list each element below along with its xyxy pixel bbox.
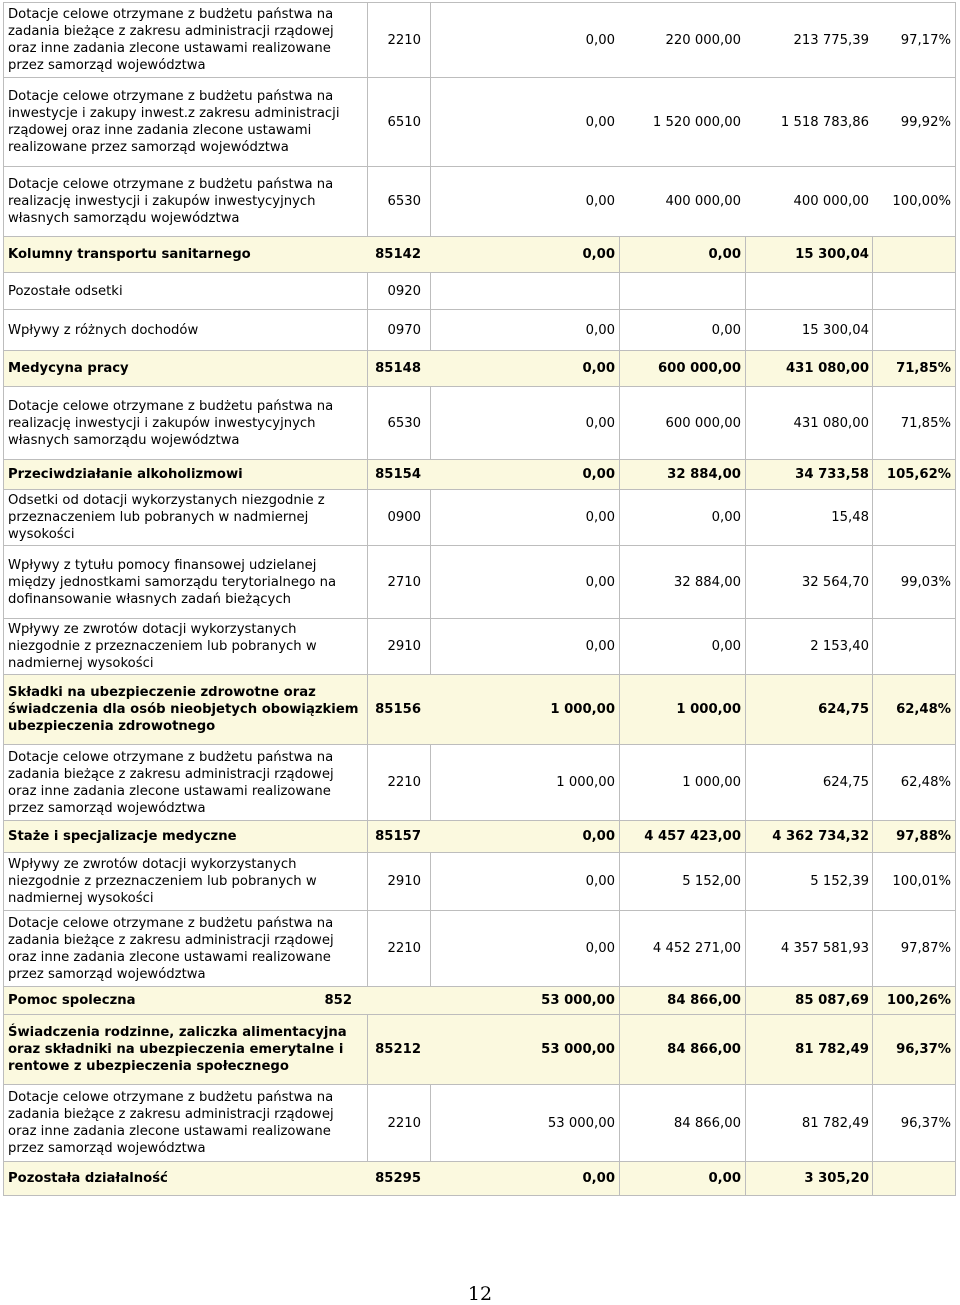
row-plan-initial: 0,00 [585, 874, 615, 889]
grid-line-code [430, 745, 431, 821]
row-execution: 32 564,70 [801, 574, 869, 590]
row-execution: 213 775,39 [793, 32, 869, 48]
row-execution: 15 300,04 [795, 247, 869, 262]
row-plan-after-changes: 0,00 [708, 1171, 741, 1186]
row-plan-after-changes: 4 457 423,00 [644, 829, 741, 844]
table-row [3, 310, 956, 351]
table-row-section [3, 237, 956, 273]
row-percent [872, 490, 956, 545]
row-description: Dotacje celowe otrzymane z budżetu państwa na zadania bieżące z zakresu administracji rządowej oraz inne zadania zlecone ustawami realizowane przez samorząd województwa [8, 749, 334, 816]
row-plan-initial: 0,00 [585, 194, 615, 209]
row-description: Pozostała działalność [8, 1171, 168, 1186]
row-percent: 99,03% [900, 574, 951, 590]
row-execution: 15,48 [831, 510, 869, 525]
page-number: 12 [467, 1283, 493, 1305]
row-plan-initial: 53 000,00 [541, 1042, 615, 1057]
row-description: Pomoc spoleczna [8, 993, 136, 1008]
row-plan-initial: 0,00 [582, 247, 615, 262]
table-row [3, 853, 956, 911]
grid-line-code [430, 273, 431, 351]
row-percent: 62,48% [896, 702, 951, 717]
row-percent: 71,85% [896, 361, 951, 376]
table-row-section [3, 1015, 956, 1085]
row-percent: 96,37% [900, 1115, 951, 1131]
row-plan-initial: 0,00 [582, 829, 615, 844]
row-plan-after-changes: 600 000,00 [665, 415, 741, 431]
row-execution: 400 000,00 [793, 194, 869, 209]
row-code: 85154 [375, 467, 421, 482]
grid-line-name [367, 1015, 368, 1162]
row-description: Odsetki od dotacji wykorzystanych niezgodnie z przeznaczeniem lub pobranych w nadmiernej wysokości [8, 493, 325, 542]
row-description: Wpływy z tytułu pomocy finansowej udzielanej między jednostkami samorządu terytorialnego na dofinansowanie własnych zadań bieżących [8, 557, 337, 607]
row-plan-after-changes: 400 000,00 [665, 194, 741, 209]
row-plan-after-changes: 1 000,00 [676, 702, 741, 717]
row-execution: 4 362 734,32 [772, 829, 869, 844]
row-execution: 1 518 783,86 [780, 114, 869, 130]
row-description: Przeciwdziałanie alkoholizmowi [8, 467, 243, 482]
row-description: Staże i specjalizacje medyczne [8, 829, 237, 844]
row-plan-initial: 53 000,00 [541, 993, 615, 1008]
row-plan-initial: 0,00 [585, 114, 615, 130]
row-code: 85212 [375, 1042, 421, 1057]
row-description: Dotacje celowe otrzymane z budżetu państwa na zadania bieżące z zakresu administracji rządowej oraz inne zadania zlecone ustawami realizowane przez samorząd województwa [8, 915, 334, 982]
row-code: 2210 [387, 1115, 421, 1131]
row-code: 0970 [387, 322, 421, 338]
table-row [3, 911, 956, 987]
row-code: 6530 [387, 194, 421, 209]
row-execution: 431 080,00 [793, 415, 869, 431]
table-row-chapter [3, 987, 956, 1015]
row-execution: 624,75 [818, 702, 869, 717]
table-row [3, 745, 956, 821]
row-plan-initial: 0,00 [585, 415, 615, 431]
row-execution: 3 305,20 [804, 1171, 869, 1186]
row-plan-after-changes: 0,00 [711, 510, 741, 525]
row-description: Składki na ubezpieczenie zdrowotne oraz świadczenia dla osób nieobjetych obowiązkiem ubezpieczenia zdrowotnego [8, 685, 359, 734]
row-plan-after-changes: 1 000,00 [682, 775, 741, 790]
row-execution [745, 273, 872, 309]
table-row-section [3, 1162, 956, 1196]
row-execution: 2 153,40 [810, 639, 869, 654]
table-row [3, 273, 956, 310]
table-left-border [3, 2, 4, 1196]
row-plan-after-changes: 84 866,00 [673, 1115, 741, 1131]
row-percent: 100,26% [886, 993, 951, 1008]
row-percent: 100,01% [892, 874, 951, 889]
row-percent [872, 310, 956, 350]
row-plan-initial: 0,00 [582, 361, 615, 376]
row-execution: 431 080,00 [785, 361, 869, 376]
row-plan-after-changes: 4 452 271,00 [652, 941, 741, 956]
row-execution: 15 300,04 [801, 322, 869, 338]
grid-line-code [430, 2, 431, 237]
row-percent [872, 1162, 956, 1195]
row-code: 6510 [387, 114, 421, 130]
row-code: 0900 [387, 510, 421, 525]
row-plan-after-changes: 5 152,00 [682, 874, 741, 889]
grid-line-code [430, 1085, 431, 1162]
row-code: 85148 [375, 361, 421, 376]
row-plan-after-changes: 0,00 [708, 247, 741, 262]
grid-line-code [430, 387, 431, 460]
row-code: 85295 [375, 1171, 421, 1186]
row-plan-initial: 0,00 [585, 574, 615, 590]
table-row [3, 3, 956, 78]
budget-table [3, 2, 956, 1196]
row-percent: 97,87% [900, 941, 951, 956]
row-plan-initial: 0,00 [585, 941, 615, 956]
row-plan-after-changes: 1 520 000,00 [652, 114, 741, 130]
row-code: 2910 [387, 874, 421, 889]
row-plan-after-changes: 0,00 [711, 639, 741, 654]
grid-line-value-2 [745, 237, 746, 1196]
grid-line-name [367, 2, 368, 237]
row-code: 2210 [387, 32, 421, 48]
grid-line-value-3 [872, 237, 873, 1196]
row-code: 6530 [387, 415, 421, 431]
table-row-section [3, 460, 956, 490]
row-plan-initial: 0,00 [585, 322, 615, 338]
table-row-section [3, 821, 956, 853]
grid-line-name [367, 273, 368, 987]
row-plan-initial: 1 000,00 [556, 775, 615, 790]
table-row [3, 619, 956, 675]
row-code: 2910 [387, 639, 421, 654]
table-row [3, 1085, 956, 1162]
row-percent: 105,62% [886, 467, 951, 482]
row-description: Medycyna pracy [8, 361, 129, 376]
row-description: Wpływy z różnych dochodów [8, 322, 199, 338]
row-execution: 81 782,49 [801, 1115, 869, 1131]
row-percent [872, 237, 956, 272]
row-percent [872, 619, 956, 674]
row-percent: 97,88% [896, 829, 951, 844]
row-execution: 4 357 581,93 [780, 941, 869, 956]
row-description: Świadczenia rodzinne, zaliczka alimentacyjna oraz składniki na ubezpieczenia emerytalne i rentowe z ubezpieczenia społecznego [8, 1025, 347, 1074]
row-plan-initial: 0,00 [582, 467, 615, 482]
grid-line-value-1 [619, 237, 620, 1196]
table-right-border [955, 2, 956, 1196]
table-row [3, 490, 956, 546]
row-description: Dotacje celowe otrzymane z budżetu państwa na inwestycje i zakupy inwest.z zakresu administracji rządowej oraz inne zadania zlecone ustawami realizowane przez samorząd województwa [8, 89, 340, 155]
grid-line-code [430, 490, 431, 675]
table-row [3, 546, 956, 619]
table-row-section [3, 675, 956, 745]
row-description: Dotacje celowe otrzymane z budżetu państwa na realizację inwestycji i zakupów inwestycyjnych własnych samorządu województwa [8, 398, 334, 448]
row-plan-initial: 0,00 [585, 639, 615, 654]
row-percent: 62,48% [900, 775, 951, 790]
row-plan-after-changes: 32 884,00 [667, 467, 741, 482]
row-execution: 624,75 [822, 775, 869, 790]
row-description: Wpływy ze zwrotów dotacji wykorzystanych niezgodnie z przeznaczeniem lub pobranych w nadmiernej wysokości [8, 622, 317, 671]
row-description: Dotacje celowe otrzymane z budżetu państwa na zadania bieżące z zakresu administracji rządowej oraz inne zadania zlecone ustawami realizowane przez samorząd województwa [8, 7, 334, 73]
table-row-section [3, 351, 956, 387]
row-code: 85142 [375, 247, 421, 262]
row-plan-initial: 0,00 [585, 32, 615, 48]
row-plan-after-changes: 84 866,00 [667, 1042, 741, 1057]
row-description: Pozostałe odsetki [8, 283, 123, 299]
row-percent: 100,00% [892, 194, 951, 209]
row-description: Kolumny transportu sanitarnego [8, 247, 251, 262]
row-percent: 71,85% [900, 415, 951, 431]
row-plan-initial: 53 000,00 [547, 1115, 615, 1131]
row-code: 2210 [387, 775, 421, 790]
row-execution: 34 733,58 [795, 467, 869, 482]
row-plan-initial [430, 273, 619, 309]
row-code: 85156 [375, 702, 421, 717]
table-row [3, 167, 956, 237]
row-plan-after-changes: 0,00 [711, 322, 741, 338]
row-plan-after-changes [619, 273, 745, 309]
row-plan-initial: 0,00 [585, 510, 615, 525]
row-code: 2210 [387, 941, 421, 956]
row-percent [872, 273, 956, 309]
table-row [3, 387, 956, 460]
table-row [3, 78, 956, 167]
row-plan-after-changes: 32 884,00 [673, 574, 741, 590]
row-plan-initial: 0,00 [582, 1171, 615, 1186]
row-plan-after-changes: 84 866,00 [667, 993, 741, 1008]
row-percent: 97,17% [900, 32, 951, 48]
row-plan-after-changes: 220 000,00 [665, 32, 741, 48]
row-code: 0920 [387, 283, 421, 299]
row-percent: 96,37% [896, 1042, 951, 1057]
row-plan-after-changes: 600 000,00 [657, 361, 741, 376]
row-execution: 5 152,39 [810, 874, 869, 889]
row-description: Dotacje celowe otrzymane z budżetu państwa na zadania bieżące z zakresu administracji rządowej oraz inne zadania zlecone ustawami realizowane przez samorząd województwa [8, 1090, 334, 1156]
row-execution: 81 782,49 [795, 1042, 869, 1057]
row-code: 852 [324, 993, 352, 1008]
row-description: Dotacje celowe otrzymane z budżetu państwa na realizację inwestycji i zakupów inwestycyjnych własnych samorządu województwa [8, 177, 334, 226]
row-code: 2710 [387, 574, 421, 590]
row-description: Wpływy ze zwrotów dotacji wykorzystanych niezgodnie z przeznaczeniem lub pobranych w nadmiernej wysokości [8, 857, 317, 906]
row-code: 85157 [375, 829, 421, 844]
row-percent: 99,92% [900, 114, 951, 130]
grid-line-code [430, 853, 431, 987]
row-plan-initial: 1 000,00 [550, 702, 615, 717]
row-execution: 85 087,69 [795, 993, 869, 1008]
